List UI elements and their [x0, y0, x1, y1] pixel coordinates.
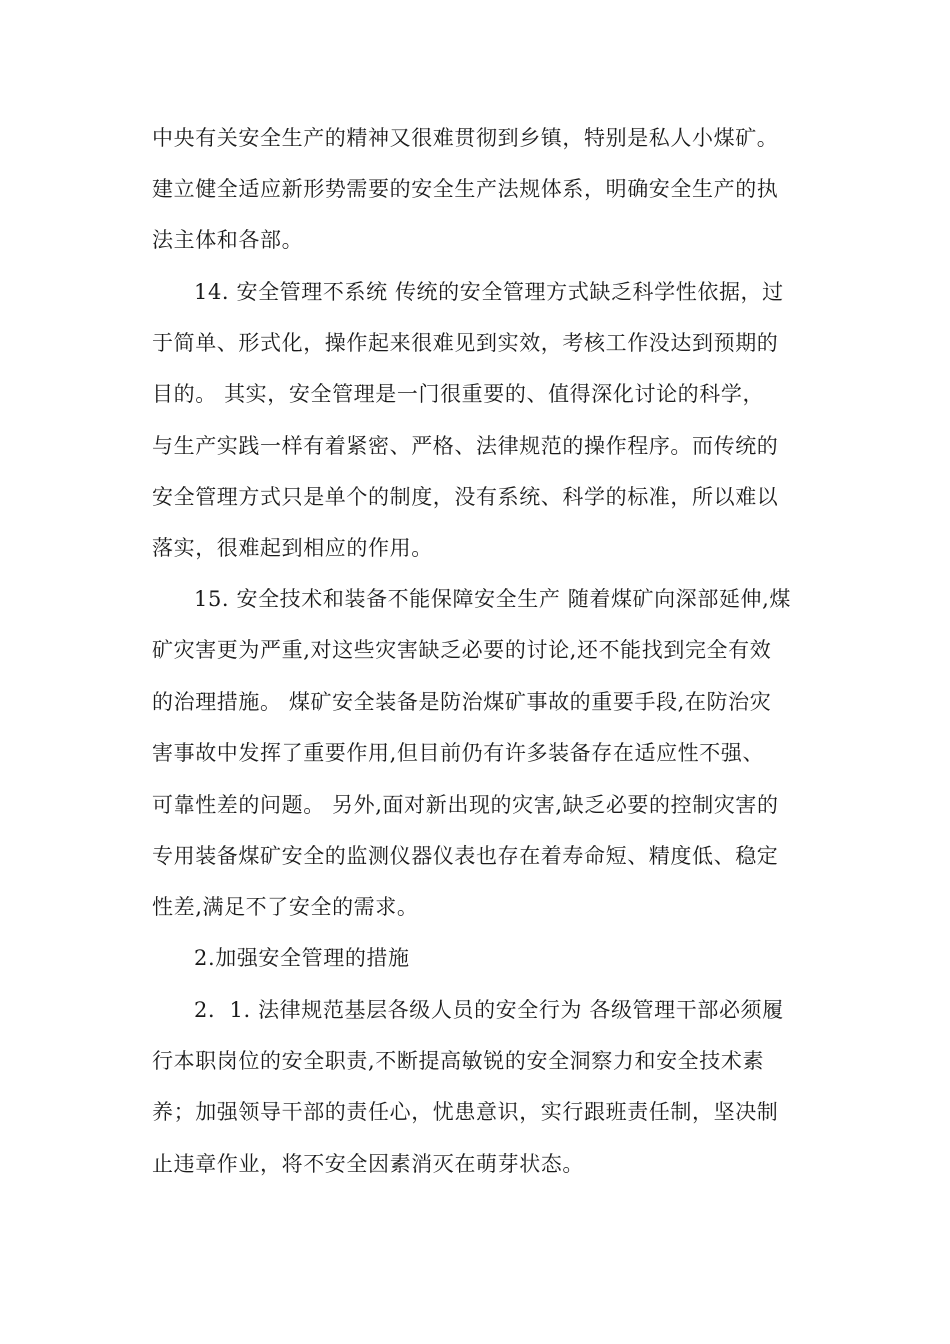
text-line: 于简单、形式化，操作起来很难见到实效，考核工作没达到预期的 [152, 331, 779, 355]
text-line: 2．1. 法律规范基层各级人员的安全行为 各级管理干部必须履 [194, 998, 784, 1022]
text-line: 与生产实践一样有着紧密、严格、法律规范的操作程序。而传统的 [152, 434, 779, 458]
text-line: 法主体和各部。 [152, 228, 304, 252]
text-line: 行本职岗位的安全职责,不断提高敏锐的安全洞察力和安全技术素 [152, 1049, 765, 1073]
text-line: 目的。 其实，安全管理是一门很重要的、值得深化讨论的科学， [152, 382, 765, 406]
text-line: 15. 安全技术和装备不能保障安全生产 随着煤矿向深部延伸,煤 [194, 587, 792, 611]
text-line: 可靠性差的问题。 另外,面对新出现的灾害,缺乏必要的控制灾害的 [152, 793, 779, 817]
text-line: 的治理措施。 煤矿安全装备是防治煤矿事故的重要手段,在防治灾 [152, 690, 772, 714]
text-line: 安全管理方式只是单个的制度，没有系统、科学的标准，所以难以 [152, 485, 779, 509]
text-line: 养；加强领导干部的责任心，忧患意识，实行跟班责任制，坚决制 [152, 1100, 779, 1124]
text-line: 落实，很难起到相应的作用。 [152, 536, 433, 560]
text-line: 害事故中发挥了重要作用,但目前仍有许多装备存在适应性不强、 [152, 741, 765, 765]
section-heading: 2.加强安全管理的措施 [194, 946, 410, 970]
text-line: 建立健全适应新形势需要的安全生产法规体系，明确安全生产的执 [152, 177, 779, 201]
text-line: 14. 安全管理不系统 传统的安全管理方式缺乏科学性依据，过 [194, 280, 784, 304]
text-line: 中央有关安全生产的精神又很难贯彻到乡镇，特别是私人小煤矿。 [152, 126, 779, 150]
text-line: 矿灾害更为严重,对这些灾害缺乏必要的讨论,还不能找到完全有效 [152, 638, 772, 662]
text-line: 止违章作业，将不安全因素消灭在萌芽状态。 [152, 1152, 584, 1176]
text-line: 性差,满足不了安全的需求。 [152, 895, 419, 919]
text-line: 专用装备煤矿安全的监测仪器仪表也存在着寿命短、精度低、稳定 [152, 844, 779, 868]
